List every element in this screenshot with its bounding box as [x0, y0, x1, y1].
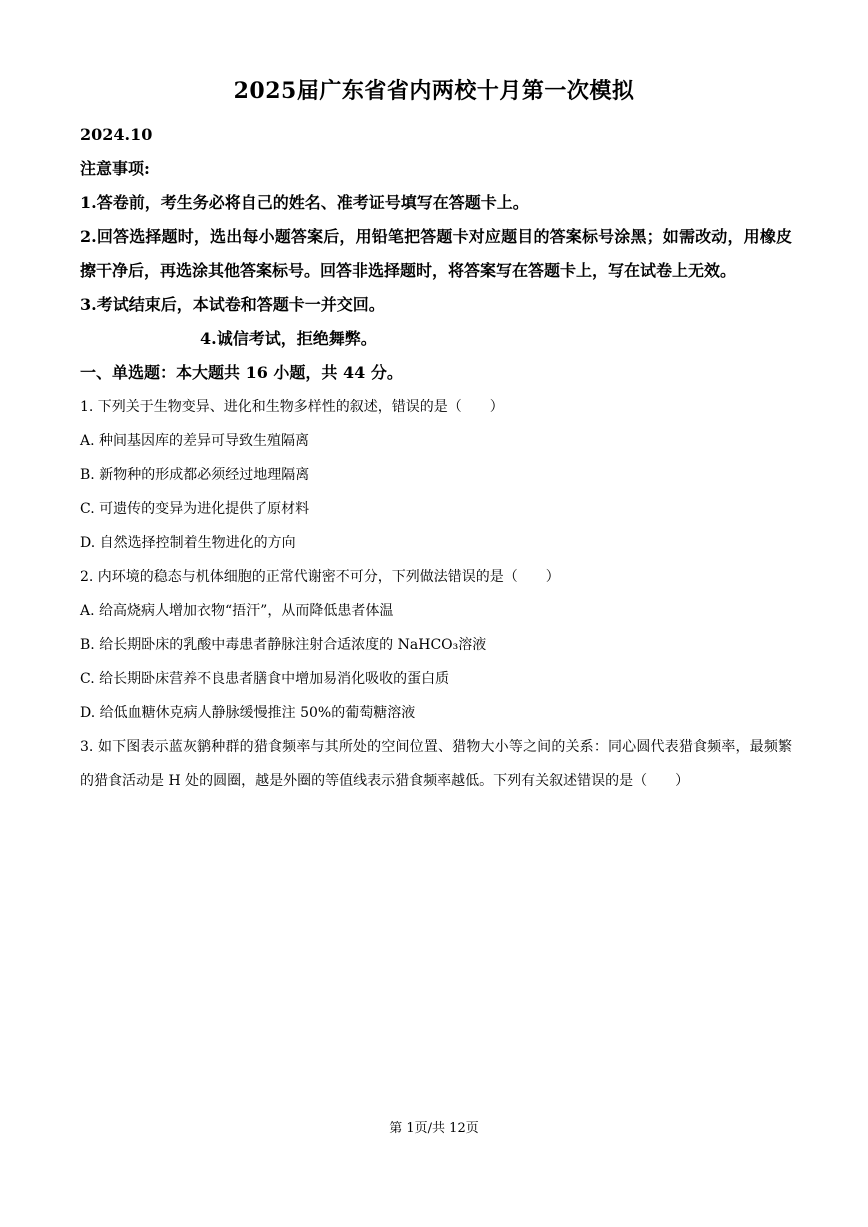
- question-stem: 3. 如下图表示蓝灰鹟种群的猎食频率与其所处的空间位置、猎物大小等之间的关系：同心圆代表猎食频率，最频繁的猎食活动是 H 处的圆圈，越是外圈的等值线表示猎食频率越低。下列有关叙述错误的是（ ）: [80, 739, 792, 789]
- option-a: A. 种间基因库的差异可导致生殖隔离: [80, 433, 310, 449]
- notice-heading: 注意事项:: [80, 159, 150, 178]
- notice-item-4: 4.诚信考试，拒绝舞弊。: [200, 329, 377, 348]
- question-3: [80, 730, 792, 798]
- page-content: [80, 118, 792, 798]
- question-2: [80, 560, 792, 730]
- question-stem: 1. 下列关于生物变异、进化和生物多样性的叙述，错误的是（ ）: [80, 399, 504, 415]
- page-title: 2025届广东省省内两校十月第一次模拟: [233, 78, 635, 104]
- option-d: D. 给低血糖休克病人静脉缓慢推注 50%的葡萄糖溶液: [80, 705, 416, 721]
- option-c: C. 给长期卧床营养不良患者膳食中增加易消化吸收的蛋白质: [80, 671, 450, 687]
- question-1: [80, 390, 792, 560]
- option-a: A. 给高烧病人增加衣物“捂汗”，从而降低患者体温: [80, 603, 394, 619]
- section-heading: 一、单选题：本大题共 16 小题，共 44 分。: [80, 363, 403, 382]
- question-stem: 2. 内环境的稳态与机体细胞的正常代谢密不可分，下列做法错误的是（ ）: [80, 569, 560, 585]
- notice-item-3: 3.考试结束后，本试卷和答题卡一并交回。: [80, 295, 385, 314]
- notice-item-2: 2.回答选择题时，选出每小题答案后，用铅笔把答题卡对应题目的答案标号涂黑；如需改动，用橡皮擦干净后，再选涂其他答案标号。回答非选择题时，将答案写在答题卡上，写在试卷上无效。: [80, 227, 792, 280]
- exam-date: 2024.10: [80, 125, 153, 144]
- option-c: C. 可遗传的变异为进化提供了原材料: [80, 501, 310, 517]
- page-footer: 第 1页/共 12页: [389, 1121, 479, 1136]
- option-b: B. 给长期卧床的乳酸中毒患者静脉注射合适浓度的 NaHCO₃溶液: [80, 637, 487, 653]
- option-b: B. 新物种的形成都必须经过地理隔离: [80, 467, 310, 483]
- notice-item-1: 1.答卷前，考生务必将自己的姓名、准考证号填写在答题卡上。: [80, 193, 529, 212]
- option-d: D. 自然选择控制着生物进化的方向: [80, 535, 296, 551]
